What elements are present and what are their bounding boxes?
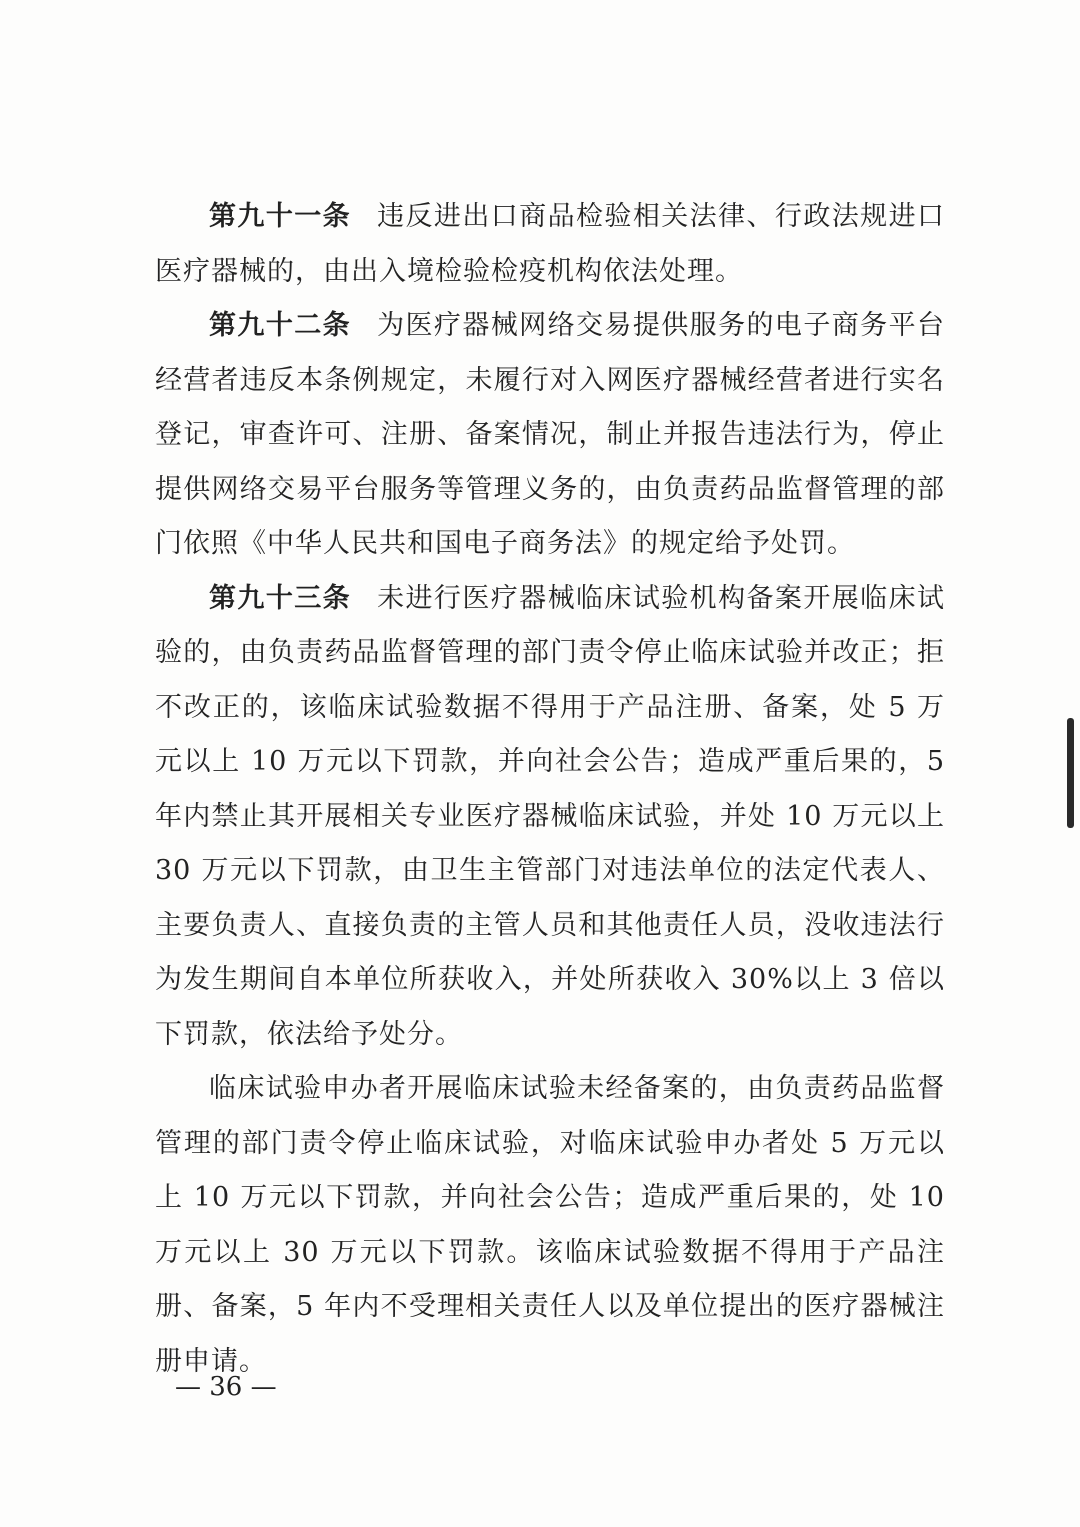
article-92 (155, 299, 945, 572)
article-92-heading: 第九十二条 (209, 310, 352, 341)
document-body (155, 190, 945, 1389)
article-93 (155, 572, 945, 1063)
page-number: — 36 — (175, 1372, 277, 1402)
article-93-paragraph-2: 临床试验申办者开展临床试验未经备案的，由负责药品监督管理的部门责令停止临床试验，对临床试验申办者处 5 万元以上 10 万元以下罚款，并向社会公告；造成严重后果的，处 10 万元以上 30 万元以下罚款。该临床试验数据不得用于产品注册、备案，5 年内不受理相关责任人以及单位提出的医疗器械注册申请。 (155, 1073, 945, 1377)
article-91-heading: 第九十一条 (209, 201, 352, 232)
article-93-text: 未进行医疗器械临床试验机构备案开展临床试验的，由负责药品监督管理的部门责令停止临床试验并改正；拒不改正的，该临床试验数据不得用于产品注册、备案，处 5 万元以上 10 万元以下罚款，并向社会公告；造成严重后果的，5 年内禁止其开展相关专业医疗器械临床试验，并处 10 万元以上 30 万元以下罚款，由卫生主管部门对违法单位的法定代表人、主要负责人、直接负责的主管人员和其他责任人员，没收违法行为发生期间自本单位所获收入，并处所获收入 30%以上 3 倍以下罚款，依法给予处分。 (155, 582, 946, 1050)
article-91-text: 违反进出口商品检验相关法律、行政法规进口医疗器械的，由出入境检验检疫机构依法处理。 (155, 201, 946, 287)
scan-edge-mark (1067, 718, 1074, 828)
article-93-heading: 第九十三条 (209, 582, 352, 614)
article-92-text: 为医疗器械网络交易提供服务的电子商务平台经营者违反本条例规定，未履行对入网医疗器械经营者进行实名登记，审查许可、注册、备案情况，制止并报告违法行为，停止提供网络交易平台服务等管理义务的，由负责药品监督管理的部门依照《中华人民共和国电子商务法》的规定给予处罚。 (155, 310, 946, 559)
article-91 (155, 190, 945, 299)
